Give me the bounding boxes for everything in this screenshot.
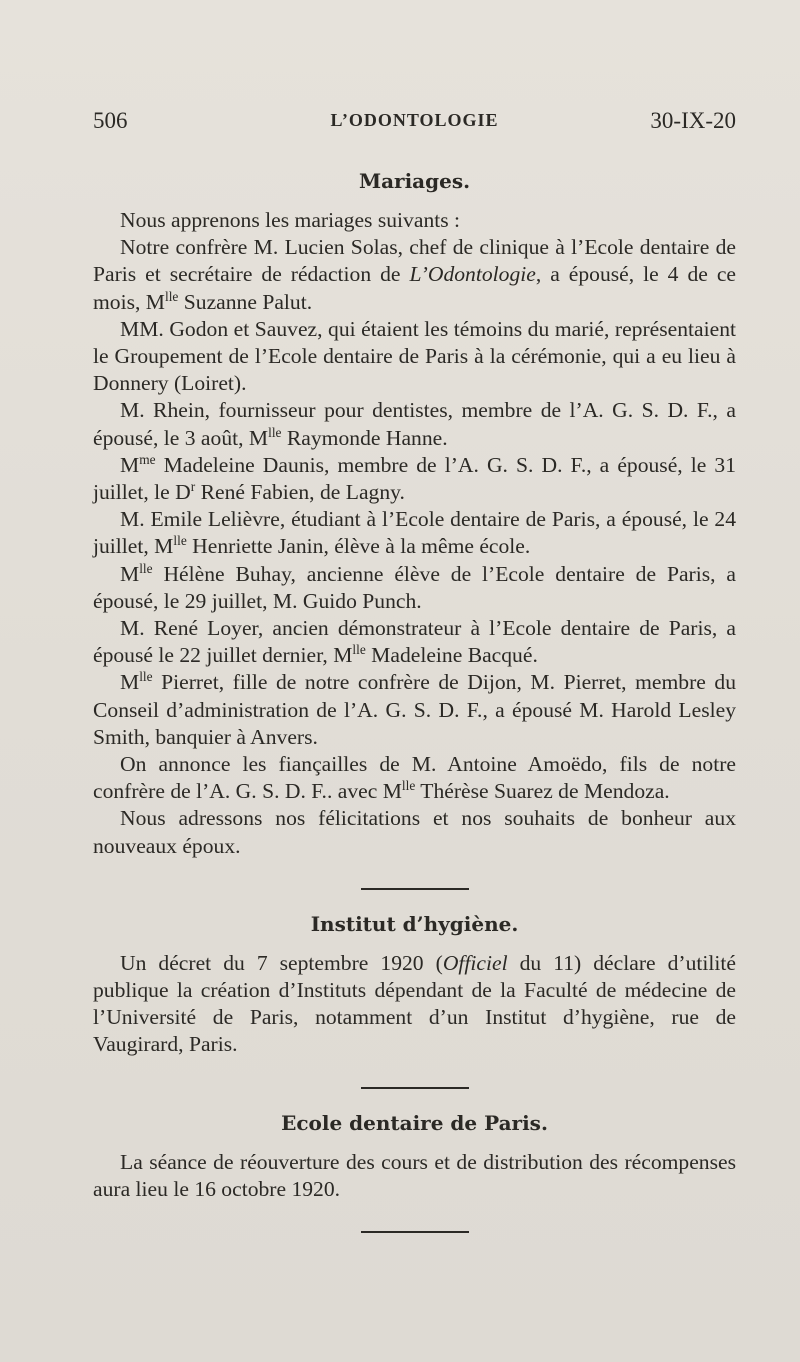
superscript-text: lle — [139, 669, 153, 685]
text-run: Raymonde Hanne. — [281, 425, 448, 450]
superscript-text: lle — [268, 424, 282, 440]
text-run: M. Emile Lelièvre, étudiant à l’Ecole dentaire de Paris, a épousé, le 24 juillet, M — [93, 507, 736, 559]
section-divider — [361, 1087, 469, 1089]
text-run: La séance de réouverture des cours et de distribution des récompenses aura lieu le 16 octobre 1920. — [93, 1149, 736, 1201]
text-run: On annonce les fiançailles de M. Antoine Amoëdo, fils de notre confrère de l’A. G. S. D. F.. avec M — [93, 752, 736, 804]
running-header — [93, 108, 736, 138]
text-run: René Fabien, de Lagny. — [195, 480, 405, 505]
section-divider — [361, 888, 469, 890]
text-run: Notre confrère M. Lucien Solas, chef de clinique à l’Ecole dentaire de Paris et secrétaire de rédaction de — [93, 235, 736, 287]
text-run: , a épousé, le 4 de ce mois, M — [93, 262, 736, 314]
paragraph — [93, 615, 736, 669]
section-body-ecole — [93, 1149, 736, 1203]
end-divider — [361, 1231, 469, 1233]
text-run: M. Rhein, fournisseur pour dentistes, membre de l’A. G. S. D. F., a épousé, le 3 août, M — [93, 398, 736, 450]
text-run: M. René Loyer, ancien démonstrateur à l’Ecole dentaire de Paris, a épousé le 22 juillet dernier, M — [93, 616, 736, 668]
paragraph — [93, 452, 736, 506]
text-run: du 11) déclare d’utilité publique la création d’Instituts dépendant de la Faculté de médecine de l’Université de Paris, notamment d’un Institut d’hygiène, rue de Vaugirard, Paris. — [93, 950, 736, 1057]
text-run: Hélène Buhay, ancienne élève de l’Ecole dentaire de Paris, a épousé, le 29 juillet, M. Guido Punch. — [93, 561, 736, 613]
superscript-text: lle — [139, 560, 153, 576]
italic-text: L’Odontologie — [409, 262, 536, 287]
paragraph — [93, 316, 736, 398]
text-run: M — [120, 670, 140, 695]
paragraph — [93, 1149, 736, 1203]
paragraph — [93, 506, 736, 560]
section-title-institut: Institut d’hygiène. — [310, 911, 519, 936]
superscript-text: lle — [401, 778, 416, 794]
issue-date: 30-IX-20 — [650, 108, 736, 133]
section-title-ecole: Ecole dentaire de Paris. — [281, 1110, 548, 1135]
text-run: Nous adressons nos félicitations et nos souhaits de bonheur aux nouveaux époux. — [93, 806, 736, 858]
text-run: M — [120, 452, 140, 477]
superscript-text: r — [190, 478, 196, 494]
paragraph — [93, 669, 736, 751]
text-run: Suzanne Palut. — [178, 289, 313, 314]
text-run: Madeleine Daunis, membre de l’A. G. S. D. F., a épousé, le 31 juillet, le D — [93, 452, 736, 505]
paragraph — [93, 234, 736, 316]
section-body-mariages — [93, 207, 736, 860]
superscript-text: lle — [165, 288, 179, 304]
section-body-institut — [93, 950, 736, 1059]
superscript-text: me — [139, 451, 156, 467]
paragraph — [93, 805, 736, 859]
text-run: Thérèse Suarez de Mendoza. — [415, 779, 670, 804]
superscript-text: lle — [352, 642, 366, 658]
text-run: Henriette Janin, élève à la même école. — [186, 534, 531, 559]
journal-title: L’ODONTOLOGIE — [330, 110, 499, 130]
superscript-text: lle — [173, 533, 187, 549]
paragraph — [93, 751, 736, 805]
text-run: Nous apprenons les mariages suivants : — [120, 208, 461, 232]
italic-text: Officiel — [442, 950, 508, 975]
paragraph — [93, 561, 736, 615]
text-run: M — [120, 561, 140, 586]
paragraph — [93, 207, 736, 234]
paragraph — [93, 950, 736, 1059]
article-content — [93, 165, 736, 1233]
section-title-mariages: Mariages. — [358, 169, 471, 193]
text-run: Un décret du 7 septembre 1920 ( — [120, 950, 443, 975]
text-run: Madeleine Bacqué. — [365, 643, 538, 668]
text-run: Pierret, fille de notre confrère de Dijon, M. Pierret, membre du Conseil d’administration de l’A. G. S. D. F., a épousé M. Harold Lesley Smith, banquier à Anvers. — [93, 670, 736, 749]
text-run: MM. Godon et Sauvez, qui étaient les témoins du marié, représentaient le Groupement de l’Ecole dentaire de Paris à la cérémonie, qui a eu lieu à Donnery (Loiret). — [93, 316, 736, 396]
page-number: 506 — [93, 108, 128, 133]
paragraph — [93, 397, 736, 451]
